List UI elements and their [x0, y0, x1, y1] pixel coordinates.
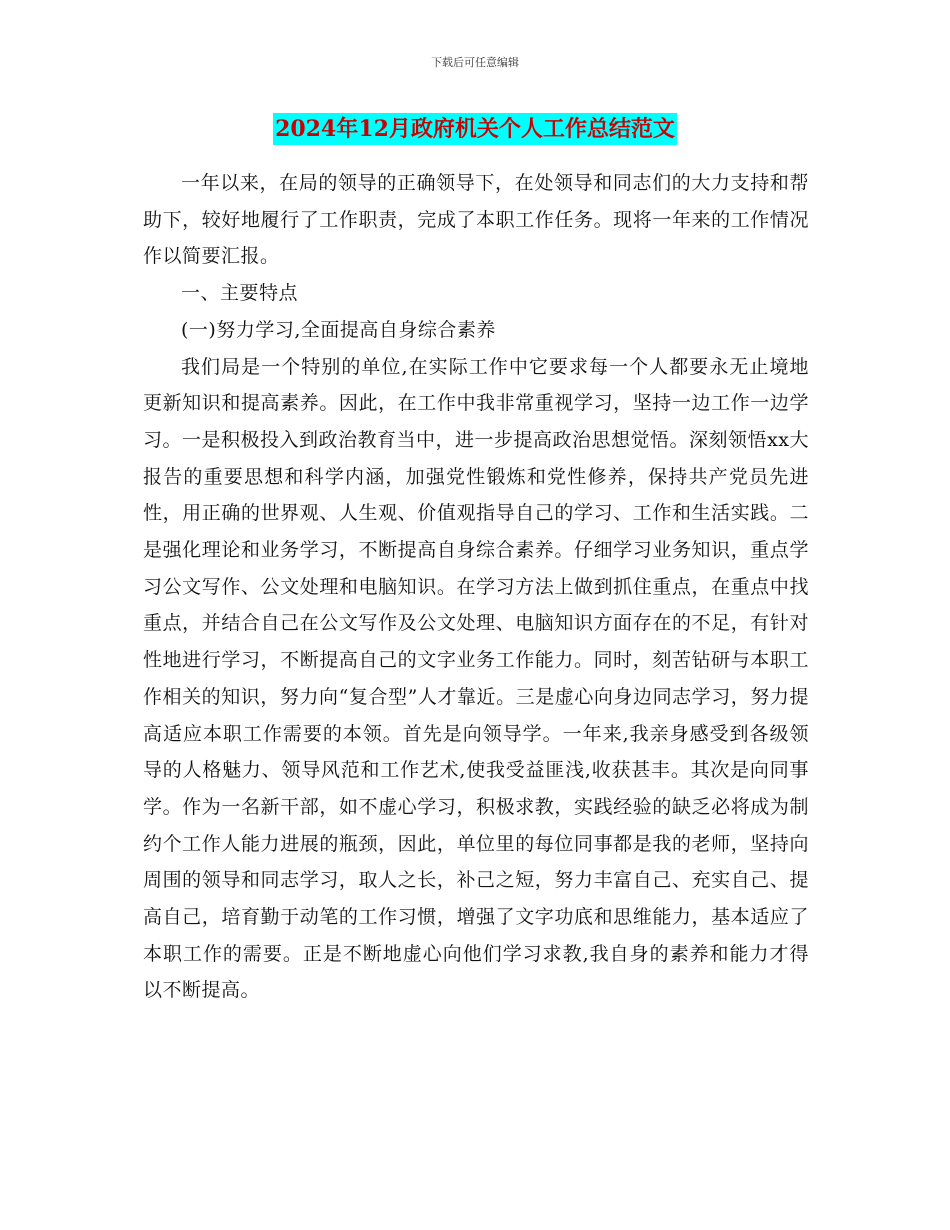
title-wrap — [0, 113, 950, 145]
header-note: 下载后可任意编辑 — [431, 56, 519, 69]
body-paragraph: 我们局是一个特别的单位,在实际工作中它要求每一个人都要永无止境地更新知识和提高素养。因此，在工作中我非常重视学习，坚持一边工作一边学习。一是积极投入到政治教育当中，进一步提高政治思想觉悟。深刻领悟xx大报告的重要思想和科学内涵，加强党性锻炼和党性修养，保持共产党员先进性，用正确的世界观、人生观、价值观指导自己的学习、工作和生活实践。二是强化理论和业务学习，不断提高自身综合素养。仔细学习业务知识，重点学习公文写作、公文处理和电脑知识。在学习方法上做到抓住重点，在重点中找重点，并结合自己在公文写作及公文处理、电脑知识方面存在的不足，有针对性地进行学习，不断提高自己的文字业务工作能力。同时，刻苦钻研与本职工作相关的知识，努力向“复合型”人才靠近。三是虚心向身边同志学习，努力提高适应本职工作需要的本领。首先是向领导学。一年来,我亲身感受到各级领导的人格魅力、领导风范和工作艺术,使我受益匪浅,收获甚丰。其次是向同事学。作为一名新干部，如不虚心学习，积极求教，实践经验的缺乏必将成为制约个工作人能力进展的瓶颈，因此，单位里的每位同事都是我的老师，坚持向周围的领导和同志学习，取人之长，补己之短，努力丰富自己、充实自己、提高自己，培育勤于动笔的工作习惯，增强了文字功底和思维能力，基本适应了本职工作的需要。正是不断地虚心向他们学习求教,我自身的素养和能力才得以不断提高。 — [143, 355, 809, 1002]
section-heading: 一、主要特点 — [181, 282, 299, 305]
subsection-heading: (一)努力学习,全面提高自身综合素养 — [181, 318, 496, 341]
document-title: 2024年12月政府机关个人工作总结范文 — [273, 113, 677, 145]
intro-paragraph: 一年以来，在局的领导的正确领导下，在处领导和同志们的大力支持和帮助下，较好地履行了工作职责，完成了本职工作任务。现将一年来的工作情况作以简要汇报。 — [143, 172, 809, 268]
document-body — [143, 165, 809, 1009]
